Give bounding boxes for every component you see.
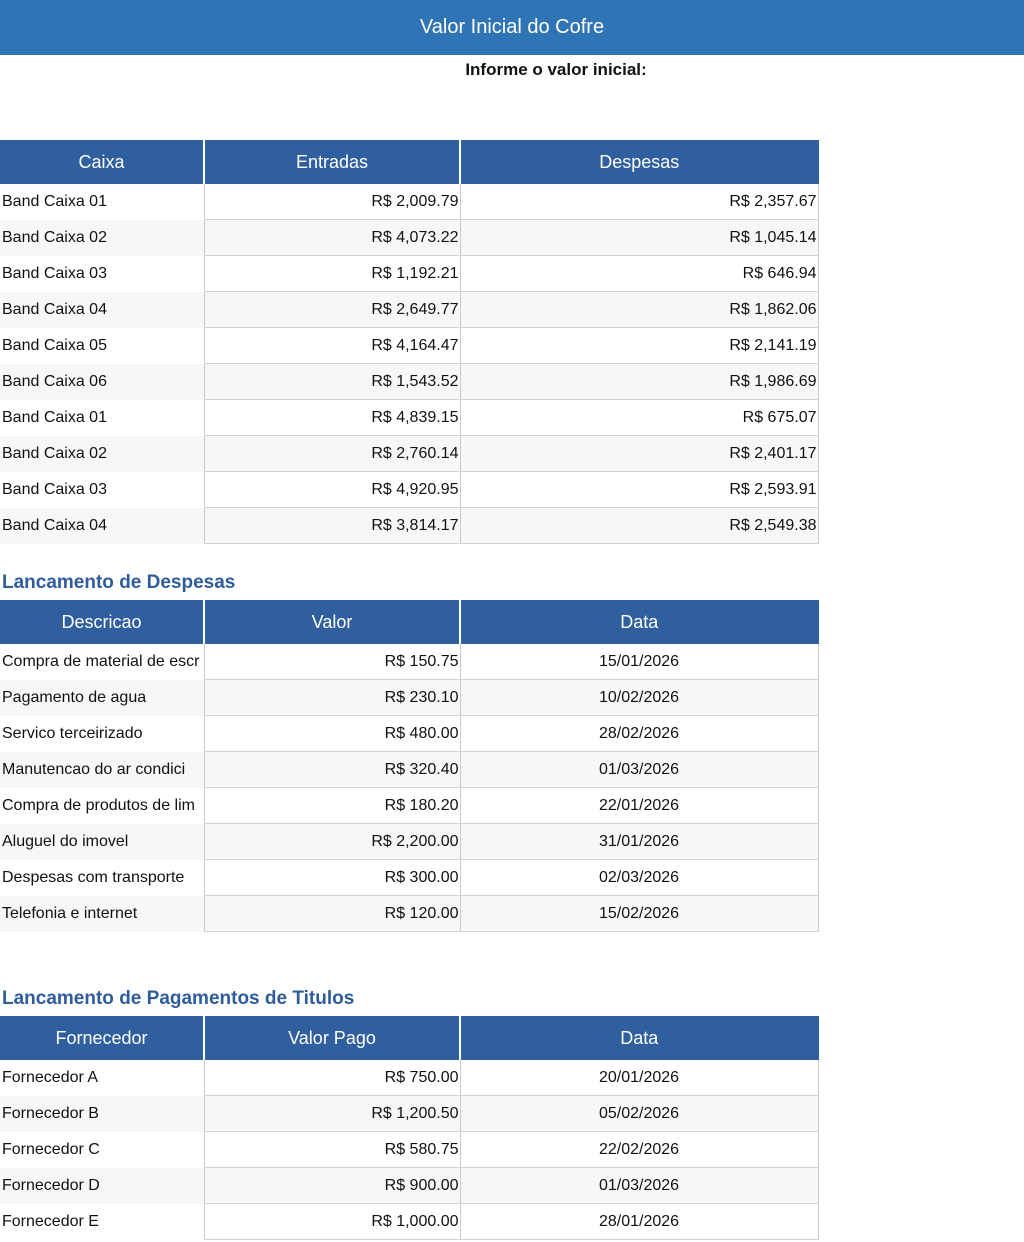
table-cell[interactable]: R$ 230.10	[204, 680, 460, 716]
column-header-valor[interactable]: Valor	[204, 600, 460, 644]
table-cell[interactable]: Band Caixa 04	[0, 508, 204, 544]
table-cell[interactable]: 02/03/2026	[460, 860, 818, 896]
table-row	[0, 716, 818, 752]
column-header-entradas[interactable]: Entradas	[204, 140, 460, 184]
table-row	[0, 256, 818, 292]
table-cell[interactable]: R$ 2,649.77	[204, 292, 460, 328]
sheet-title: Valor Inicial do Cofre	[419, 16, 605, 38]
table-cell[interactable]: Aluguel do imovel	[0, 824, 204, 860]
table-cell[interactable]: R$ 320.40	[204, 752, 460, 788]
column-header-valor-pago[interactable]: Valor Pago	[204, 1016, 460, 1060]
table-cell[interactable]: 01/03/2026	[460, 1168, 818, 1204]
table-cell[interactable]: R$ 1,543.52	[204, 364, 460, 400]
table-cell[interactable]: R$ 675.07	[460, 400, 818, 436]
table-cell[interactable]: Band Caixa 01	[2, 408, 107, 426]
table-cell[interactable]: Servico terceirizado	[2, 724, 143, 742]
table-row	[0, 860, 818, 896]
table-cell[interactable]: R$ 1,045.14	[460, 220, 818, 256]
table-cell[interactable]: 10/02/2026	[460, 680, 818, 716]
table-cell[interactable]: R$ 4,164.47	[204, 328, 460, 364]
table-row	[0, 896, 818, 932]
table-cell[interactable]: Compra de material de escr	[2, 652, 200, 670]
table-cell[interactable]: Compra de produtos de lim	[2, 796, 195, 814]
sheet-title-bar	[0, 0, 1024, 55]
table-cell[interactable]: R$ 1,986.69	[460, 364, 818, 400]
table-cell[interactable]: 05/02/2026	[460, 1096, 818, 1132]
table-cell[interactable]: Pagamento de agua	[0, 680, 204, 716]
table-cell[interactable]: R$ 750.00	[204, 1060, 460, 1096]
table-cell[interactable]: R$ 2,549.38	[460, 508, 818, 544]
table-cell[interactable]: R$ 3,814.17	[204, 508, 460, 544]
table-cell[interactable]: R$ 2,357.67	[460, 184, 818, 220]
table-cell[interactable]: 28/02/2026	[460, 716, 818, 752]
table-cell[interactable]: Band Caixa 06	[0, 364, 204, 400]
table-cell[interactable]: Fornecedor B	[0, 1096, 204, 1132]
titulos-header-row	[0, 1016, 818, 1060]
column-header-despesas[interactable]: Despesas	[460, 140, 818, 184]
table-cell[interactable]: Fornecedor A	[2, 1068, 99, 1086]
despesas-table	[0, 600, 819, 932]
table-cell[interactable]: Band Caixa 01	[2, 192, 107, 210]
table-cell[interactable]: R$ 1,192.21	[204, 256, 460, 292]
table-cell[interactable]: R$ 480.00	[204, 716, 460, 752]
table-cell[interactable]: 22/02/2026	[460, 1132, 818, 1168]
table-cell[interactable]: Band Caixa 03	[2, 264, 107, 282]
table-row	[0, 364, 818, 400]
table-cell[interactable]: R$ 300.00	[204, 860, 460, 896]
column-header-caixa[interactable]: Caixa	[0, 140, 204, 184]
titulos-section-title: Lancamento de Pagamentos de Titulos	[2, 988, 355, 1009]
table-cell[interactable]: R$ 120.00	[204, 896, 460, 932]
table-row	[0, 220, 818, 256]
table-row	[0, 1204, 818, 1240]
titulos-table	[0, 1016, 819, 1240]
table-cell[interactable]: Band Caixa 04	[0, 292, 204, 328]
table-cell[interactable]: Fornecedor C	[2, 1140, 100, 1158]
table-cell[interactable]: R$ 580.75	[204, 1132, 460, 1168]
table-cell[interactable]: 15/01/2026	[460, 644, 818, 680]
table-row	[0, 1132, 818, 1168]
table-row	[0, 788, 818, 824]
column-header-descricao[interactable]: Descricao	[0, 600, 204, 644]
table-row	[0, 292, 818, 328]
table-cell[interactable]: R$ 4,920.95	[204, 472, 460, 508]
table-cell[interactable]: R$ 2,009.79	[204, 184, 460, 220]
column-header-data[interactable]: Data	[460, 1016, 818, 1060]
column-header-fornecedor[interactable]: Fornecedor	[0, 1016, 204, 1060]
despesas-header-row	[0, 600, 818, 644]
table-cell[interactable]: 31/01/2026	[460, 824, 818, 860]
column-header-data[interactable]: Data	[460, 600, 818, 644]
table-row	[0, 680, 818, 716]
table-cell[interactable]: R$ 1,862.06	[460, 292, 818, 328]
table-row	[0, 1168, 818, 1204]
table-cell[interactable]: R$ 1,000.00	[204, 1204, 460, 1240]
table-cell[interactable]: R$ 900.00	[204, 1168, 460, 1204]
table-cell[interactable]: Band Caixa 02	[0, 220, 204, 256]
table-cell[interactable]: Band Caixa 05	[2, 336, 107, 354]
caixa-header-row	[0, 140, 818, 184]
table-row	[0, 1096, 818, 1132]
table-row	[0, 824, 818, 860]
table-cell[interactable]: R$ 2,593.91	[460, 472, 818, 508]
table-row	[0, 184, 818, 220]
table-cell[interactable]: Manutencao do ar condici	[0, 752, 204, 788]
table-cell[interactable]: R$ 2,760.14	[204, 436, 460, 472]
table-cell[interactable]: R$ 4,073.22	[204, 220, 460, 256]
table-cell[interactable]: R$ 646.94	[460, 256, 818, 292]
table-row	[0, 436, 818, 472]
table-cell[interactable]: R$ 2,141.19	[460, 328, 818, 364]
table-row	[0, 328, 818, 364]
table-cell[interactable]: Band Caixa 02	[0, 436, 204, 472]
table-cell[interactable]: 20/01/2026	[460, 1060, 818, 1096]
table-cell[interactable]: Telefonia e internet	[0, 896, 204, 932]
table-cell[interactable]: Fornecedor E	[2, 1212, 99, 1230]
table-cell[interactable]: Fornecedor D	[0, 1168, 204, 1204]
initial-value-prompt[interactable]: Informe o valor inicial:	[465, 60, 647, 79]
table-cell[interactable]: R$ 1,200.50	[204, 1096, 460, 1132]
table-cell[interactable]: Band Caixa 03	[2, 480, 107, 498]
table-cell[interactable]: 28/01/2026	[460, 1204, 818, 1240]
table-cell[interactable]: R$ 2,401.17	[460, 436, 818, 472]
table-cell[interactable]: R$ 4,839.15	[204, 400, 460, 436]
table-row	[0, 508, 818, 544]
table-row	[0, 400, 818, 436]
caixa-table	[0, 140, 819, 544]
table-row	[0, 644, 818, 680]
table-row	[0, 752, 818, 788]
table-cell[interactable]: 15/02/2026	[460, 896, 818, 932]
table-cell[interactable]: R$ 180.20	[204, 788, 460, 824]
table-row	[0, 1060, 818, 1096]
despesas-section-title: Lancamento de Despesas	[2, 572, 236, 593]
table-cell[interactable]: R$ 2,200.00	[204, 824, 460, 860]
table-cell[interactable]: 01/03/2026	[460, 752, 818, 788]
table-cell[interactable]: 22/01/2026	[460, 788, 818, 824]
table-cell[interactable]: Despesas com transporte	[2, 868, 185, 886]
table-row	[0, 472, 818, 508]
table-cell[interactable]: R$ 150.75	[204, 644, 460, 680]
